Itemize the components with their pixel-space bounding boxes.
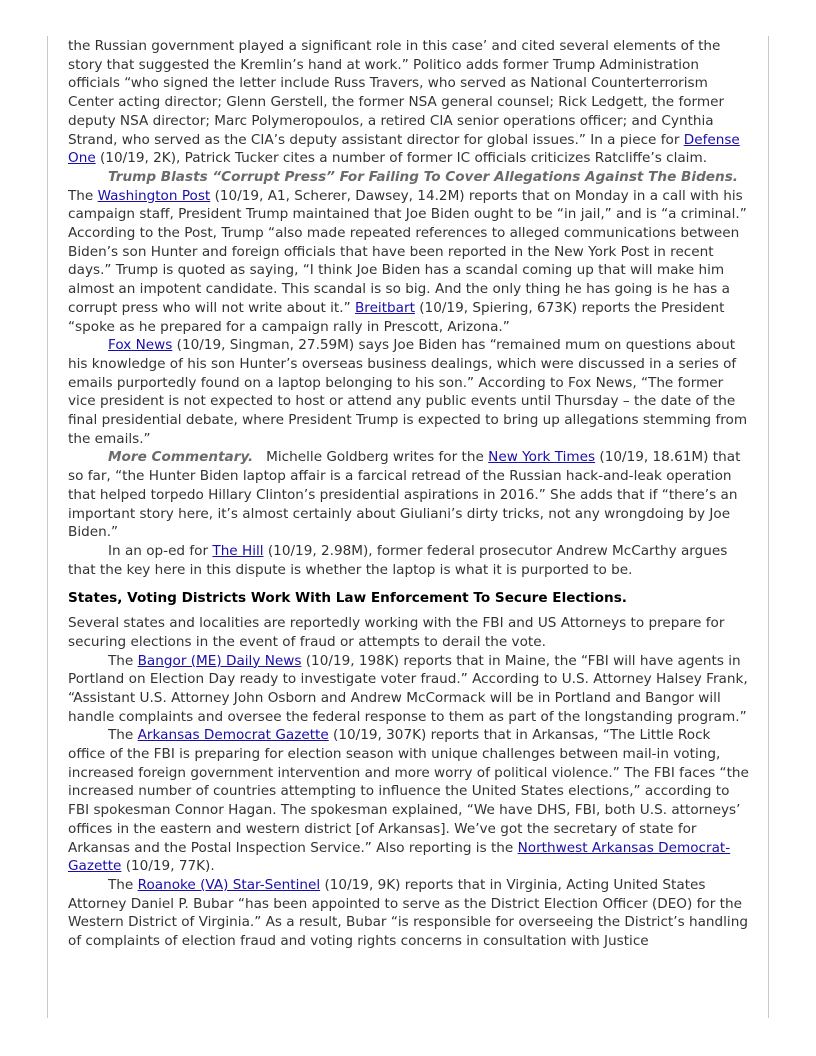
link-arkansas-democrat-gazette[interactable]: Arkansas Democrat Gazette (137, 727, 329, 744)
paragraph-bangor: The Bangor (ME) Daily News (10/19, 198K) reports that in Maine, the “FBI will have agents in Portland on Election Day ready to investigate voter fraud.” According to U.S. Attorney Halsey Frank, “Assistant U.S. Attorney John Osborn and Andrew McCormack will be in Portland and Bangor will handle complaints and oversee the federal response to them as part of the longstanding program.” (68, 652, 748, 725)
link-bangor-daily-news[interactable]: Bangor (ME) Daily News (137, 652, 302, 669)
run-in-heading: More Commentary. (108, 449, 254, 466)
link-fox-news[interactable]: Fox News (108, 337, 173, 354)
link-the-hill[interactable]: The Hill (212, 542, 264, 559)
paragraph-roanoke: The Roanoke (VA) Star-Sentinel (10/19, 9K) reports that in Virginia, Acting United States Attorney Daniel P. Bubar “has been appointed to serve as the District Election Officer (DEO) for the Western District of Virginia.” As a result, Bubar “is responsible for overseeing the District’s handling of complaints of election fraud and voting rights concerns in consultation with Justice (68, 876, 748, 950)
link-new-york-times[interactable]: New York Times (488, 449, 596, 466)
paragraph-arkansas: The Arkansas Democrat Gazette (10/19, 307K) reports that in Arkansas, “The Little Rock office of the FBI is preparing for election season with unique challenges between mail-in voting, increased foreign government intervention and more worry of political violence.” The FBI faces “the increased number of countries attempting to influence the United States elections,” according to FBI spokesman Connor Hagan. The spokesman explained, “We have DHS, FBI, both U.S. attorneys’ offices in the eastern and western district [of Arkansas]. We’ve got the secretary of state for Arkansas and the Postal Inspection Service.” Also reporting is the Northwest Arkansas Democrat-Gazette (10/19, 77K). (68, 727, 749, 875)
paragraph-trump-blasts: Trump Blasts “Corrupt Press” For Failing To Cover Allegations Against The Bidens. The Washington Post (10/19, A1, Scherer, Dawsey, 14.2M) reports that on Monday in a call with his campaign staff, President Trump maintained that Joe Biden ought to be “in jail,” and is “a criminal.” According to the Post, Trump “also made repeated references to alleged communications between Biden’s son Hunter and foreign officials that have been reported in the New York Post in recent days.” Trump is quoted as saying, “I think Joe Biden has a scandal coming up that will make him almost an impotent candidate. This scandal is so big. And the only thing he has going is he has a corrupt press who will not write about it.” Breitbart (10/19, Spiering, 673K) reports the President “spoke as he prepared for a campaign rally in Prescott, Arizona.” (68, 168, 751, 335)
paragraph-politico-continuation: the Russian government played a significant role in this case’ and cited several elements of the story that suggested the Kremlin’s hand at work.” Politico adds former Trump Administration officials “who signed the letter include Russ Travers, who served as National Counterterrorism Center acting director; Glenn Gerstell, the former NSA general counsel; Rick Ledgett, the former deputy NSA director; Marc Polymeropoulos, a retired CIA senior operations officer; and Cynthia Strand, who served as the CIA’s deputy assistant director for global issues.” In a piece for Defense One (10/19, 2K), Patrick Tucker cites a number of former IC officials criticizes Ratcliffe’s claim. (68, 38, 740, 167)
paragraph-states-intro: Several states and localities are reportedly working with the FBI and US Attorneys to prepare for securing elections in the event of fraud or attempts to derail the vote. (68, 615, 725, 650)
page-border-left (47, 36, 48, 1018)
paragraph-fox-news: Fox News (10/19, Singman, 27.59M) says Joe Biden has “remained mum on questions about his knowledge of his son Hunter’s overseas business dealings, which were discussed in a series of emails purportedly found on a laptop belonging to his son.” According to Fox News, “The former vice president is not expected to host or attend any public events until Thursday – the date of the final presidential debate, where President Trump is expected to bring up allegations stemming from the emails.” (68, 337, 748, 447)
page-border-right (768, 36, 769, 1018)
link-roanoke-star-sentinel[interactable]: Roanoke (VA) Star-Sentinel (137, 876, 321, 893)
link-breitbart[interactable]: Breitbart (354, 299, 415, 316)
run-in-heading: Trump Blasts “Corrupt Press” For Failing To Cover Allegations Against The Bidens. (108, 168, 738, 185)
link-washington-post[interactable]: Washington Post (97, 187, 211, 204)
section-heading: States, Voting Districts Work With Law Enforcement To Secure Elections. (68, 590, 627, 607)
link-northwest-arkansas-democrat-gazette[interactable]: Northwest Arkansas Democrat-Gazette (68, 839, 731, 875)
paragraph-the-hill: In an op-ed for The Hill (10/19, 2.98M), former federal prosecutor Andrew McCarthy argues that the key here in this dispute is whether the laptop is what it is purported to be. (68, 542, 728, 578)
paragraph-more-commentary: More Commentary. Michelle Goldberg writes for the New York Times (10/19, 18.61M) that so far, “the Hunter Biden laptop affair is a farcical retread of the Russian hack-and-leak operation that helped torpedo Hillary Clinton’s presidential aspirations in 2016.” She adds that if “there’s an important story here, it’s almost certainly about Giuliani’s dirty tricks, not any wrongdoing by Joe Biden.” (68, 449, 741, 541)
link-defense-one[interactable]: Defense One (68, 131, 740, 167)
article-body (68, 37, 750, 951)
